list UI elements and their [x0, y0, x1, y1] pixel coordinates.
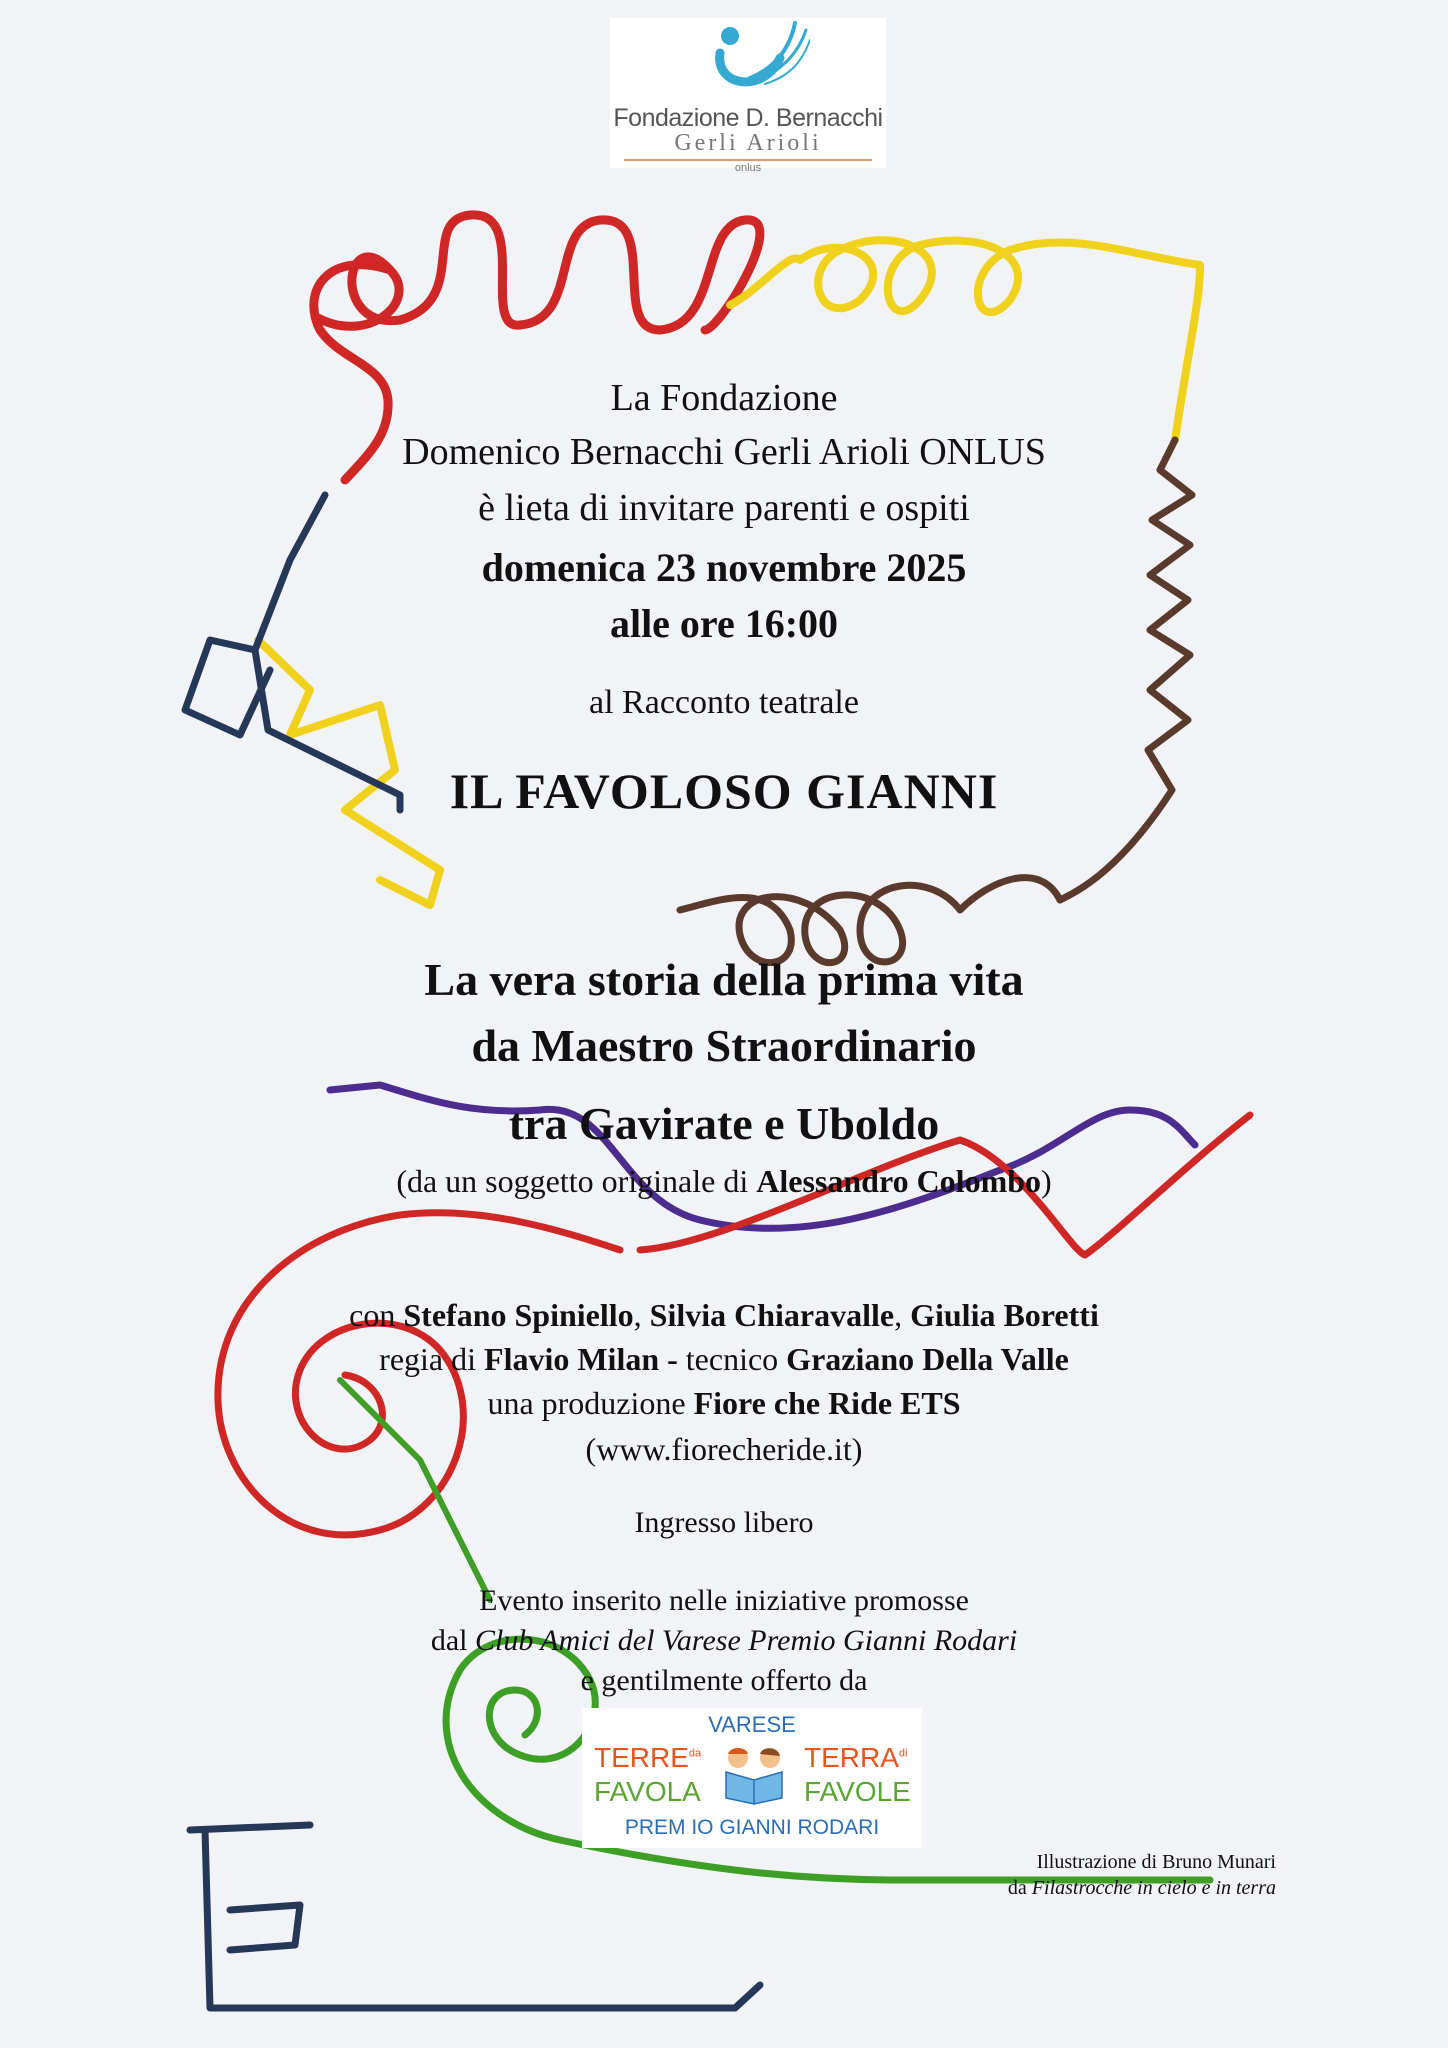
sponsor-premio: PREM IO GIANNI RODARI: [624, 1816, 880, 1839]
source-suffix: ): [1041, 1163, 1052, 1199]
sponsor-varese: VARESE: [708, 1712, 796, 1737]
intro-line-1: La Fondazione: [610, 377, 838, 419]
event-time: alle ore 16:00: [609, 601, 839, 646]
actor-2: Silvia Chiaravalle: [649, 1297, 895, 1333]
source-prefix: (da un soggetto originale di: [396, 1163, 757, 1199]
intro-line-3: è lieta di invitare parenti e ospiti: [478, 487, 970, 529]
logo-swirl-icon: [690, 18, 810, 103]
technician: Graziano Della Valle: [786, 1341, 1069, 1377]
promo-line-1: Evento inserito nelle iniziative promosse: [479, 1584, 969, 1617]
children-reading-icon: [712, 1744, 796, 1806]
production-website: (www.fiorecheride.it): [585, 1431, 863, 1467]
actor-1: Stefano Spiniello: [403, 1297, 634, 1333]
direction-line: [0, 1338, 1448, 1380]
source-line: [0, 1160, 1448, 1202]
subtitle-line-3: tra Gavirate e Uboldo: [508, 1098, 940, 1149]
logo-onlus: onlus: [734, 162, 762, 174]
promo-club: Club Amici del Varese Premio Gianni Rodari: [474, 1624, 1018, 1657]
promo-prefix: dal: [430, 1624, 475, 1657]
production-line: [0, 1382, 1448, 1424]
fondazione-logo: [610, 18, 886, 174]
sponsor-favole: FAVOLE: [804, 1776, 911, 1807]
sponsor-logo: [582, 1708, 922, 1848]
logo-divider: [624, 159, 872, 161]
director: Flavio Milan: [484, 1341, 660, 1377]
event-title: IL FAVOLOSO GIANNI: [449, 763, 999, 819]
sponsor-terra-word: TERRA: [804, 1742, 899, 1773]
event-intro: al Racconto teatrale: [589, 684, 859, 721]
cast-prefix: con: [349, 1297, 404, 1333]
entry-info: Ingresso libero: [634, 1506, 814, 1539]
direction-prefix: regia di: [379, 1341, 485, 1377]
cast-sep-2: ,: [894, 1297, 911, 1333]
sponsor-terre-word: TERRE: [594, 1742, 689, 1773]
direction-dash: -: [659, 1341, 686, 1377]
credit-line-2: [1008, 1876, 1276, 1901]
sponsor-terre: [594, 1742, 701, 1774]
subtitle-line-1: La vera storia della prima vita: [424, 954, 1024, 1005]
navy-bracket: [190, 1825, 760, 2008]
source-author: Alessandro Colombo: [756, 1163, 1042, 1199]
production-company: Fiore che Ride ETS: [693, 1385, 961, 1421]
logo-subtitle: Gerli Arioli: [674, 130, 822, 156]
intro-line-2: Domenico Bernacchi Gerli Arioli ONLUS: [402, 431, 1046, 473]
cast-sep-1: ,: [633, 1297, 650, 1333]
promo-line-2: [0, 1622, 1448, 1660]
production-prefix: una produzione: [487, 1385, 694, 1421]
actor-3: Giulia Boretti: [910, 1297, 1099, 1333]
cast-line: [0, 1294, 1448, 1336]
credit-prefix: da: [1007, 1877, 1032, 1899]
event-date: domenica 23 novembre 2025: [481, 545, 967, 590]
credit-book-title: Filastrocche in cielo e in terra: [1031, 1877, 1276, 1899]
sponsor-terra: [804, 1742, 907, 1774]
credit-line-1: Illustrazione di Bruno Munari: [1036, 1851, 1276, 1873]
sponsor-favola: FAVOLA: [594, 1776, 701, 1807]
logo-title: Fondazione D. Bernacchi: [613, 104, 883, 132]
promo-line-3: e gentilmente offerto da: [580, 1664, 868, 1697]
sponsor-di: di: [898, 1747, 908, 1760]
subtitle-line-2: da Maestro Straordinario: [471, 1020, 977, 1071]
sponsor-da: da: [688, 1747, 702, 1760]
technician-label: tecnico: [685, 1341, 787, 1377]
